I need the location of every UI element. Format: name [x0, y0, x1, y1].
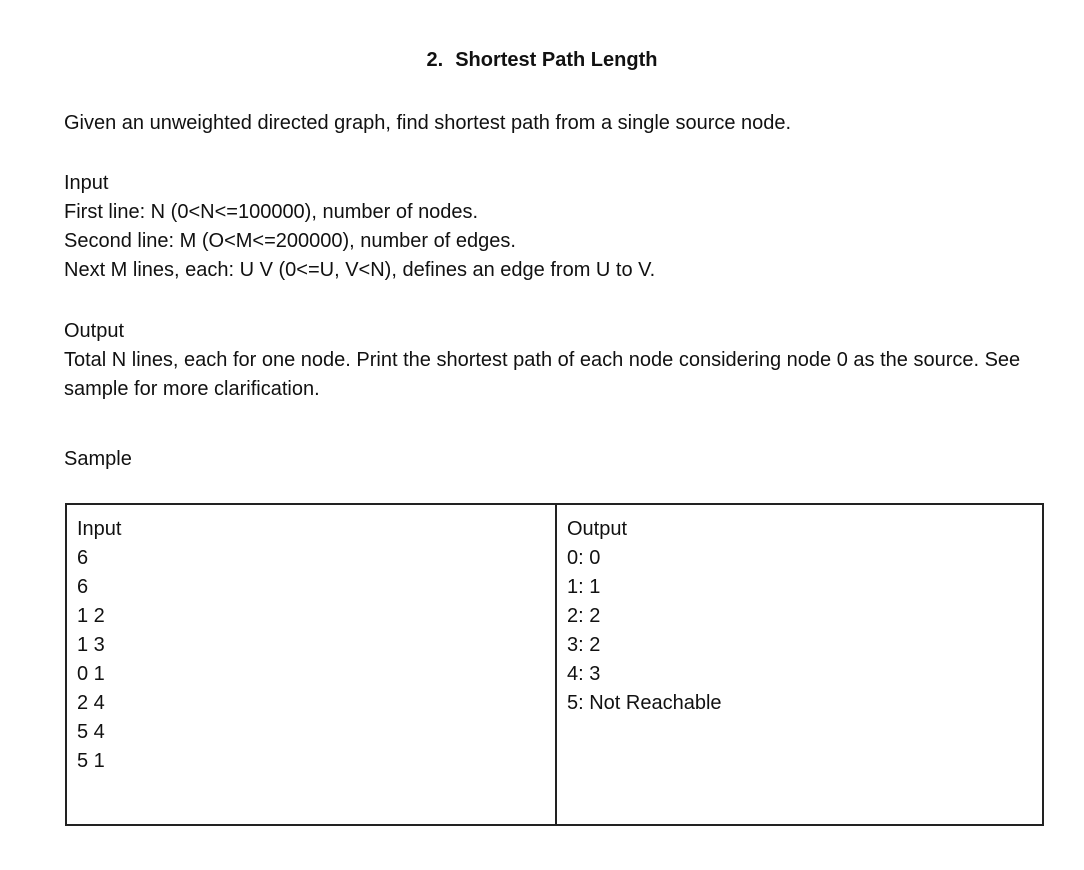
- problem-description: [64, 109, 1054, 138]
- sample-output-line: 0: 0: [567, 547, 601, 569]
- problem-number: 2.: [426, 49, 444, 71]
- input-spec-section: [64, 169, 1054, 285]
- sample-output-cell: [557, 505, 1042, 824]
- problem-title: [0, 46, 1084, 75]
- sample-input-cell: [67, 505, 557, 824]
- sample-output-line: 2: 2: [567, 605, 601, 627]
- input-spec-line: First line: N (0<N<=100000), number of nodes.: [64, 201, 479, 223]
- problem-title-text: Shortest Path Length: [455, 49, 658, 71]
- sample-output-line: 4: 3: [567, 663, 601, 685]
- sample-output-line: 1: 1: [567, 576, 601, 598]
- sample-input-line: 5 1: [77, 750, 105, 772]
- description-text: Given an unweighted directed graph, find shortest path from a single source node.: [64, 112, 792, 134]
- input-spec-heading: Input: [64, 172, 109, 194]
- sample-input-line: 6: [77, 576, 89, 598]
- sample-heading: Sample: [64, 448, 132, 470]
- sample-input-line: 1 3: [77, 634, 105, 656]
- sample-input-line: 6: [77, 547, 89, 569]
- sample-table: [65, 503, 1044, 826]
- output-spec-heading: Output: [64, 320, 125, 342]
- sample-output-line: 5: Not Reachable: [567, 692, 722, 714]
- sample-input-header: Input: [77, 518, 122, 540]
- input-spec-line: Next M lines, each: U V (0<=U, V<N), defines an edge from U to V.: [64, 259, 656, 281]
- input-spec-line: Second line: M (O<M<=200000), number of edges.: [64, 230, 516, 252]
- sample-section: [64, 445, 1054, 474]
- sample-input-line: 0 1: [77, 663, 105, 685]
- sample-input-line: 5 4: [77, 721, 105, 743]
- output-spec-section: [64, 317, 1054, 404]
- output-spec-text: Total N lines, each for one node. Print the shortest path of each node considering node 0 as the source. See sample for more clarification.: [64, 349, 1021, 400]
- sample-output-line: 3: 2: [567, 634, 601, 656]
- sample-input-line: 1 2: [77, 605, 105, 627]
- sample-output-header: Output: [567, 518, 628, 540]
- sample-input-line: 2 4: [77, 692, 105, 714]
